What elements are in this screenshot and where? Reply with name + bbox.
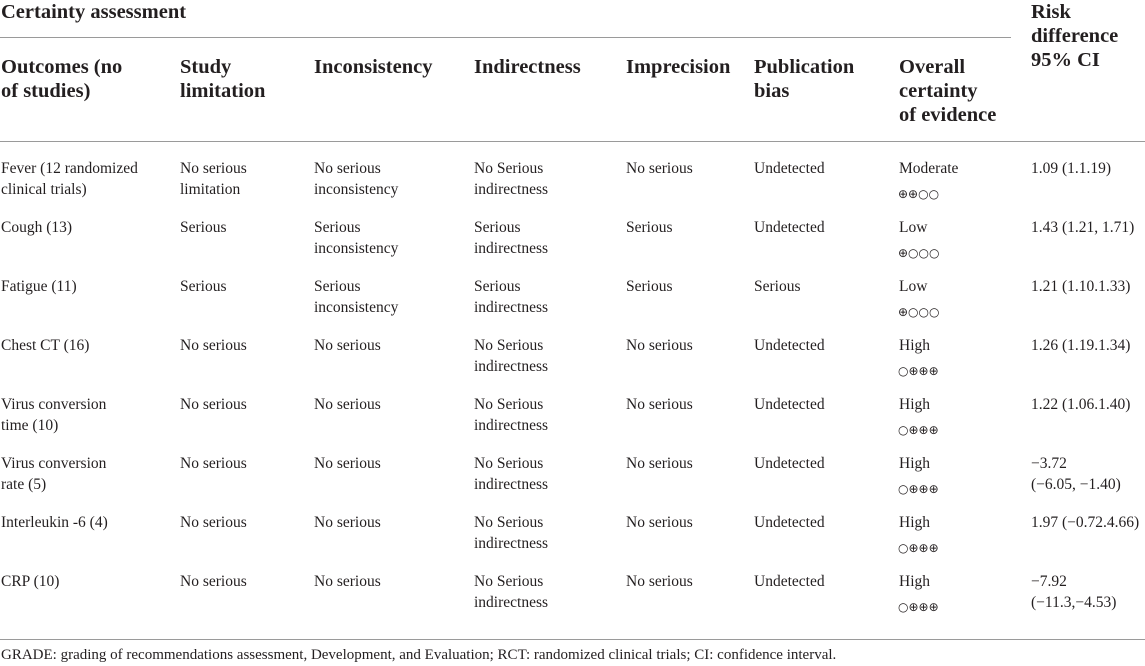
table-cell-outcome: Cough (13) [1, 219, 73, 236]
table-cell-overall-certainty: High [899, 396, 930, 413]
table-cell-publication-bias: Undetected [754, 514, 825, 531]
table-cell-imprecision: No serious [626, 337, 693, 354]
table-cell-outcome: Fatigue (11) [1, 278, 77, 295]
column-header-indirectness: Indirectness [474, 56, 581, 78]
table-cell-inconsistency: No serious [314, 514, 381, 531]
table-cell-publication-bias: Undetected [754, 337, 825, 354]
table-cell-indirectness: indirectness [474, 358, 549, 375]
table-cell-inconsistency: No serious [314, 455, 381, 472]
table-cell-study-limitation: Serious [180, 219, 227, 236]
table-cell-study-limitation: No serious [180, 573, 247, 590]
column-header-outcome: of studies) [1, 80, 91, 102]
table-cell-risk-difference: 1.09 (1.1.19) [1031, 160, 1112, 177]
table-cell-inconsistency: inconsistency [314, 181, 399, 198]
table-cell-imprecision: No serious [626, 160, 693, 177]
table-cell-overall-certainty: High [899, 337, 930, 354]
table-cell-indirectness: indirectness [474, 181, 549, 198]
header-bottom-rule [0, 141, 1145, 142]
table-cell-indirectness: indirectness [474, 535, 549, 552]
table-cell-overall-certainty: Low [899, 278, 928, 295]
table-cell-indirectness: indirectness [474, 476, 549, 493]
column-header-risk: 95% CI [1031, 49, 1100, 71]
column-header-publication-bias: bias [754, 80, 790, 102]
table-cell-risk-difference: (−6.05, −1.40) [1031, 476, 1121, 493]
table-cell-indirectness: indirectness [474, 417, 549, 434]
table-cell-inconsistency: inconsistency [314, 299, 399, 316]
table-cell-publication-bias: Serious [754, 278, 801, 295]
table-cell-study-limitation: No serious [180, 337, 247, 354]
table-cell-inconsistency: Serious [314, 278, 361, 295]
table-bottom-rule [0, 639, 1145, 640]
table-cell-indirectness: No Serious [474, 455, 544, 472]
table-cell-indirectness: indirectness [474, 299, 549, 316]
table-cell-inconsistency: No serious [314, 160, 381, 177]
table-cell-inconsistency: No serious [314, 573, 381, 590]
table-cell-imprecision: No serious [626, 396, 693, 413]
table-cell-risk-difference: 1.97 (−0.72.4.66) [1031, 514, 1140, 531]
column-header-study-limitation: Study [180, 56, 232, 78]
column-header-outcome: Outcomes (no [1, 56, 123, 78]
table-cell-imprecision: No serious [626, 514, 693, 531]
table-cell-risk-difference: −7.92 [1031, 573, 1067, 590]
table-footnote: GRADE: grading of recommendations assessment, Development, and Evaluation; RCT: randomized clinical trials; CI: confidence interval. [1, 647, 837, 663]
table-cell-indirectness: No Serious [474, 514, 544, 531]
table-cell-indirectness: indirectness [474, 594, 549, 611]
table-cell-indirectness: No Serious [474, 396, 544, 413]
table-cell-outcome: Virus conversion [1, 455, 107, 472]
certainty-rating-icons: ○⊕⊕⊕ [898, 541, 939, 555]
column-header-overall: Overall [899, 56, 966, 78]
table-cell-imprecision: Serious [626, 219, 673, 236]
table-cell-study-limitation: No serious [180, 160, 247, 177]
certainty-assessment-header: Certainty assessment [1, 1, 187, 23]
table-cell-study-limitation: No serious [180, 396, 247, 413]
table-cell-publication-bias: Undetected [754, 396, 825, 413]
table-cell-inconsistency: No serious [314, 396, 381, 413]
certainty-rating-icons: ⊕⊕○○ [898, 187, 940, 201]
table-cell-publication-bias: Undetected [754, 160, 825, 177]
table-cell-imprecision: Serious [626, 278, 673, 295]
table-cell-risk-difference: −3.72 [1031, 455, 1067, 472]
table-cell-study-limitation: limitation [180, 181, 241, 198]
table-cell-study-limitation: No serious [180, 455, 247, 472]
table-cell-outcome: Virus conversion [1, 396, 107, 413]
certainty-rating-icons: ⊕○○○ [898, 246, 940, 260]
table-cell-overall-certainty: Low [899, 219, 928, 236]
column-header-overall: of evidence [899, 104, 997, 126]
table-cell-outcome: time (10) [1, 417, 59, 434]
table-cell-inconsistency: No serious [314, 337, 381, 354]
certainty-rating-icons: ○⊕⊕⊕ [898, 600, 939, 614]
table-cell-risk-difference: 1.26 (1.19.1.34) [1031, 337, 1131, 354]
table-cell-indirectness: Serious [474, 219, 521, 236]
table-cell-imprecision: No serious [626, 455, 693, 472]
column-header-risk: Risk [1031, 1, 1071, 23]
table-cell-study-limitation: Serious [180, 278, 227, 295]
table-cell-outcome: Fever (12 randomized [1, 160, 138, 177]
table-cell-risk-difference: (−11.3,−4.53) [1031, 594, 1117, 611]
header-group-rule [0, 37, 1011, 38]
column-header-study-limitation: limitation [180, 80, 266, 102]
table-cell-inconsistency: inconsistency [314, 240, 399, 257]
table-cell-publication-bias: Undetected [754, 573, 825, 590]
table-cell-outcome: Chest CT (16) [1, 337, 90, 354]
table-cell-overall-certainty: High [899, 455, 930, 472]
table-cell-risk-difference: 1.22 (1.06.1.40) [1031, 396, 1131, 413]
table-cell-indirectness: Serious [474, 278, 521, 295]
table-cell-overall-certainty: High [899, 573, 930, 590]
table-cell-outcome: clinical trials) [1, 181, 87, 198]
table-cell-outcome: Interleukin -6 (4) [1, 514, 108, 531]
table-cell-outcome: CRP (10) [1, 573, 60, 590]
table-cell-indirectness: No Serious [474, 573, 544, 590]
certainty-rating-icons: ⊕○○○ [898, 305, 940, 319]
column-header-risk: difference [1031, 25, 1119, 47]
column-header-inconsistency: Inconsistency [314, 56, 433, 78]
table-cell-overall-certainty: High [899, 514, 930, 531]
table-cell-risk-difference: 1.43 (1.21, 1.71) [1031, 219, 1135, 236]
table-cell-publication-bias: Undetected [754, 219, 825, 236]
column-header-imprecision: Imprecision [626, 56, 731, 78]
table-cell-indirectness: No Serious [474, 160, 544, 177]
table-cell-inconsistency: Serious [314, 219, 361, 236]
table-cell-risk-difference: 1.21 (1.10.1.33) [1031, 278, 1131, 295]
table-cell-publication-bias: Undetected [754, 455, 825, 472]
table-cell-indirectness: indirectness [474, 240, 549, 257]
certainty-rating-icons: ○⊕⊕⊕ [898, 364, 939, 378]
table-cell-outcome: rate (5) [1, 476, 47, 493]
table-cell-indirectness: No Serious [474, 337, 544, 354]
certainty-rating-icons: ○⊕⊕⊕ [898, 423, 939, 437]
table-cell-study-limitation: No serious [180, 514, 247, 531]
column-header-overall: certainty [899, 80, 978, 102]
table-cell-overall-certainty: Moderate [899, 160, 959, 177]
column-header-publication-bias: Publication [754, 56, 855, 78]
certainty-rating-icons: ○⊕⊕⊕ [898, 482, 939, 496]
table-cell-imprecision: No serious [626, 573, 693, 590]
